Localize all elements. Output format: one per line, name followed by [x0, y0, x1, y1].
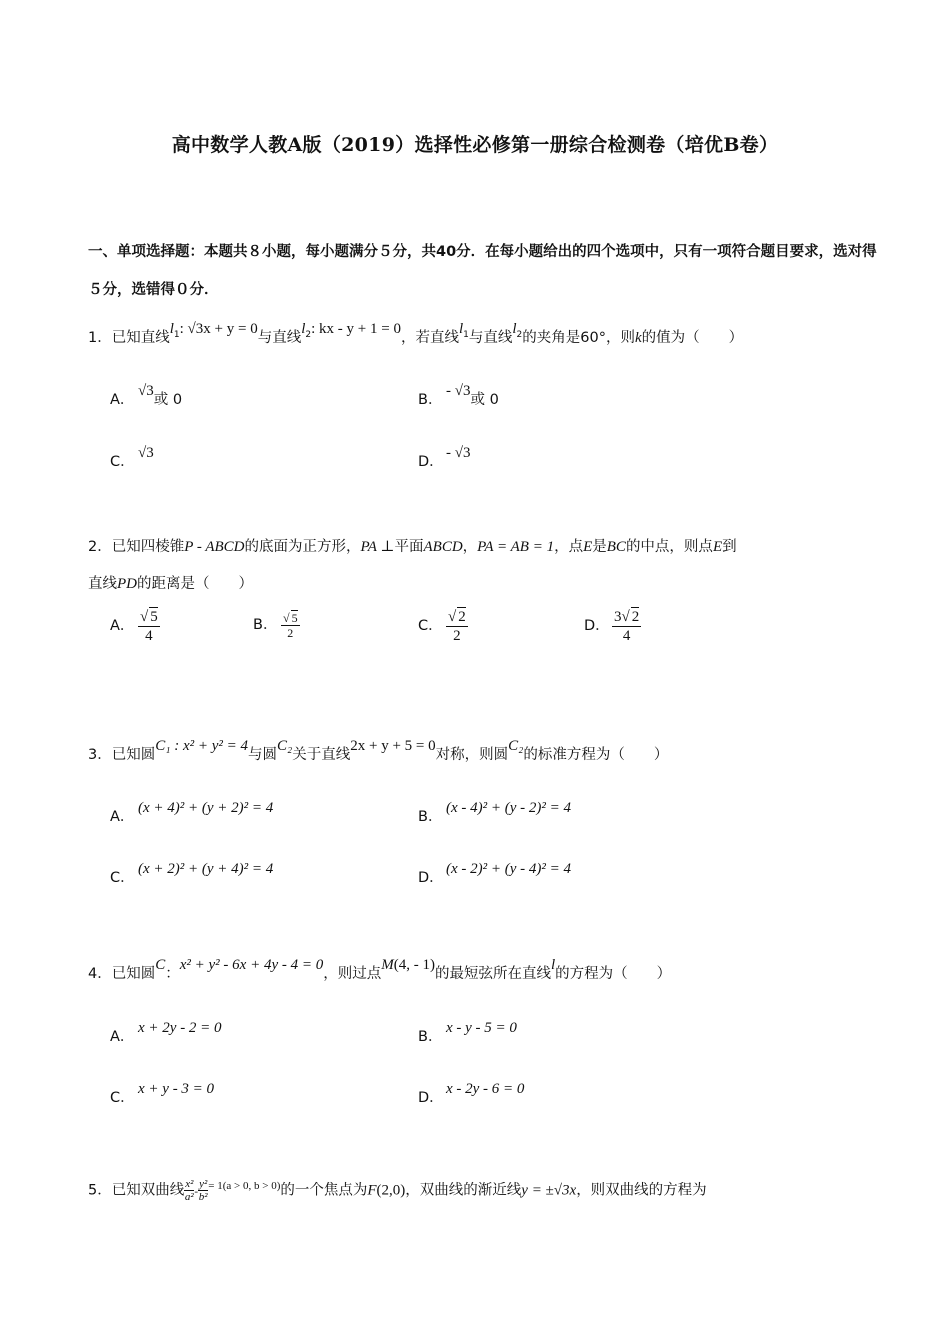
q4-option-b[interactable]: B．x - y - 5 = 0 [418, 1020, 517, 1045]
q1-l1-symbol: $l_1$ [458, 321, 469, 340]
q5-fraction-y: $\frac{\text{y²}}{\text{b²}}$ [198, 1178, 208, 1203]
section-heading: 一、单项选择题：本题共８小题，每小题满分５分，共40分．在每小题给出的四个选项中，只有一项符合题目要求，选对得５分，选错得０分． [88, 244, 877, 298]
q2-option-c[interactable]: C． $\frac{√ 2}{2}$ [418, 609, 466, 644]
q3-option-c[interactable]: C．(x + 2)² + (y + 4)² = 4 [110, 861, 274, 886]
q4-option-c[interactable]: C．x + y - 3 = 0 [110, 1081, 215, 1106]
question-2-line-2: 直线PD的距离是（ ） [88, 576, 253, 592]
q4-option-a[interactable]: A．x + 2y - 2 = 0 [110, 1020, 222, 1045]
page-title: 高中数学人教A版（2019）选择性必修第一册综合检测卷（培优B卷） [171, 134, 779, 156]
q2-option-d[interactable]: D． $\frac{3√ 2}{4}$ [584, 609, 640, 644]
q1-l2-symbol: $l_2$ [512, 321, 523, 340]
q1-k-symbol: k [634, 330, 642, 346]
q4-number: 4． [88, 966, 112, 982]
q3-option-b[interactable]: B．(x - 4)² + (y - 2)² = 4 [418, 800, 572, 825]
question-5: 5．已知双曲线 $\frac{\text{x²}}{\text{a²}}$ - $\frac{\text{y²}}{\text{b²}}$ $^{= 1(a > 0, b > 0)}$的一个焦点为F(2,0)，双曲线的渐近线y = ±√3x，则双曲线的方程为 [88, 1178, 707, 1203]
q4-option-d[interactable]: D．x - 2y - 6 = 0 [418, 1081, 525, 1106]
q1-text: 与直线 [468, 330, 513, 346]
q1-text: 的夹角是 [522, 330, 581, 346]
q1-line1-equation: $l_1$: √3x + y = 0 [169, 321, 258, 340]
q1-option-c[interactable]: C．√3 [110, 445, 154, 470]
q1-angle: 60° [580, 330, 606, 346]
question-1 [88, 321, 878, 349]
q1-option-d[interactable]: D．- √3 [418, 445, 471, 470]
q1-text: ，若直线 [400, 330, 459, 346]
q2-option-a[interactable]: A． $\frac{√ 5}{4}$ [110, 609, 158, 644]
q1-option-a[interactable]: A．√3或 0 [110, 383, 183, 408]
q3-number: 3． [88, 747, 112, 763]
question-4: 4．已知圆C：x² + y² - 6x + 4y - 4 = 0，则过点M(4, - 1)的最短弦所在直线l的方程为（ ） [88, 957, 672, 982]
q1-text: 已知直线 [111, 330, 170, 346]
q2-option-b[interactable]: B． $\frac{√ 5}{2}$ [253, 611, 298, 640]
question-3: 3．已知圆C₁ : x² + y² = 4与圆C₂关于直线2x + y + 5 = 0对称，则圆C₂的标准方程为（ ） [88, 738, 669, 763]
q1-number: 1． [88, 330, 112, 346]
q1-option-b[interactable]: B．- √3或 0 [418, 383, 499, 408]
q1-line2-equation: $l_2$: kx - y + 1 = 0 [301, 321, 401, 340]
q1-text: 的值为（ ） [641, 330, 744, 346]
question-2: 2．已知四棱锥P - ABCD的底面为正方形，PA ⊥平面ABCD，PA = AB = 1，点E是BC的中点，则点E到 [88, 539, 737, 555]
q5-fraction-x: $\frac{\text{x²}}{\text{a²}}$ [184, 1178, 194, 1203]
q1-text: ，则 [605, 330, 635, 346]
q2-number: 2． [88, 539, 112, 555]
q5-number: 5． [88, 1182, 112, 1199]
q1-text: 与直线 [257, 330, 302, 346]
q3-option-d[interactable]: D．(x - 2)² + (y - 4)² = 4 [418, 861, 572, 886]
q3-option-a[interactable]: A．(x + 4)² + (y + 2)² = 4 [110, 800, 274, 825]
